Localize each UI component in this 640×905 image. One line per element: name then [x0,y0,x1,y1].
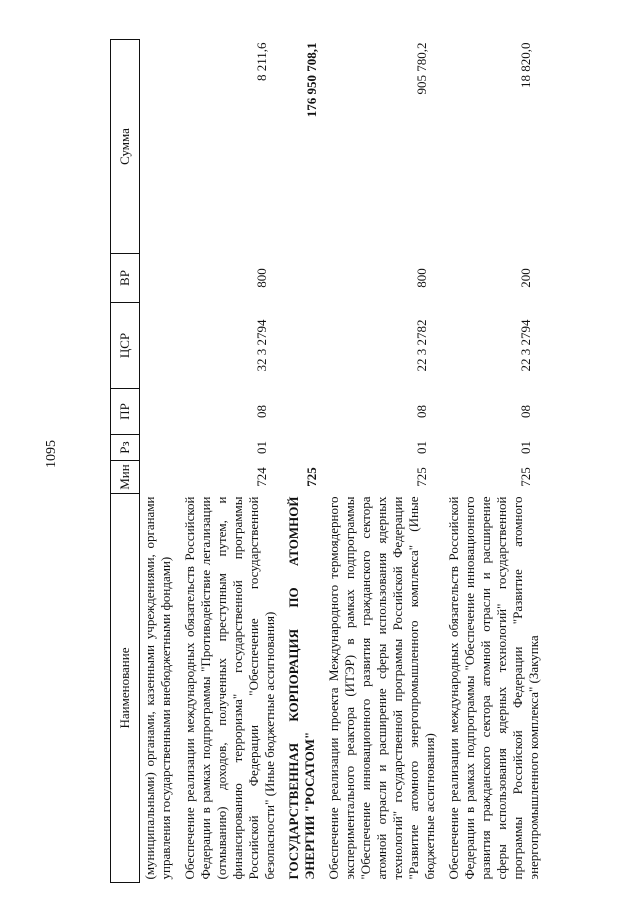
row-name: Обеспечение реализации международных обязательств Российской Федерации в рамках подпрограммы "Противодействие легализации (отмыванию) доходов, полученных преступным путем, и финансированию терроризма" государственной программы Российской Федерации "Обеспечение государственной безопасности" (Иные бюджетные ассигнования) [182,496,277,880]
header-vr: ВР [111,254,140,303]
row-csr: 32 3 2794 [254,319,269,372]
row-sum: 8 211,6 [254,42,269,82]
row-name: Обеспечение реализации проекта Международного термоядерного экспериментального реактора (ИТЭР) в рамках подпрограммы "Обеспечение инновационного развития гражданского сектора атомной отрасли и расширение сферы использования ядерных технологий" государственной программы Российской Федерации "Развитие атомного энергопромышленного комплекса" (Иные бюджетные ассигнования) [326,496,437,880]
row-name: ГОСУДАРСТВЕННАЯ КОРПОРАЦИЯ ПО АТОМНОЙ ЭНЕРГИИ "РОСАТОМ" [286,496,317,880]
row-name: Обеспечение реализации международных обязательств Российской Федерации в рамках подпрограммы "Обеспечение инновационного развития гражданского сектора атомной отрасли и расширение сферы использования ядерных технологий" государственной программы Российской Федерации "Развитие атомного энергопромышленного комплекса" (Закупка [446,496,541,880]
header-csr: ЦСР [111,303,140,389]
row-min: 725 [414,467,429,487]
header-rz: Рз [111,435,140,461]
row-name: (муниципальными) органами, казенными учреждениями, органами управления государственными внебюджетными фондами) [142,496,173,880]
row-rz: 01 [414,441,429,454]
row-rz [140,435,181,461]
row-csr [140,303,181,389]
row-csr: 22 3 2782 [414,319,429,372]
row-min: 725 [304,467,319,487]
row-min: 725 [518,467,533,487]
table-row [284,40,324,883]
row-rz: 01 [254,441,269,454]
table-row [180,40,284,883]
header-sum: Сумма [111,40,140,254]
row-pr: 08 [414,405,429,418]
row-csr: 22 3 2794 [518,319,533,372]
row-vr: 200 [518,268,533,288]
row-min: 724 [254,467,269,487]
row-pr: 08 [518,405,533,418]
budget-table [110,39,548,883]
table-row [444,40,548,883]
table-row [324,40,444,883]
row-pr [284,389,324,435]
header-name: Наименование [111,494,140,883]
row-min [140,461,181,494]
header-min: Мин [111,461,140,494]
row-rz [284,435,324,461]
row-sum: 18 820,0 [518,42,533,88]
row-sum: 905 780,2 [414,42,429,95]
row-vr: 800 [414,268,429,288]
row-vr [140,254,181,303]
table-header-row [111,40,140,883]
table-row [140,40,181,883]
page-number: 1095 [44,440,59,468]
row-vr [284,254,324,303]
row-sum: 176 950 708,1 [304,42,319,118]
header-pr: ПР [111,389,140,435]
row-rz: 01 [518,441,533,454]
row-sum [140,40,181,254]
row-csr [284,303,324,389]
row-vr: 800 [254,268,269,288]
row-pr: 08 [254,405,269,418]
row-pr [140,389,181,435]
